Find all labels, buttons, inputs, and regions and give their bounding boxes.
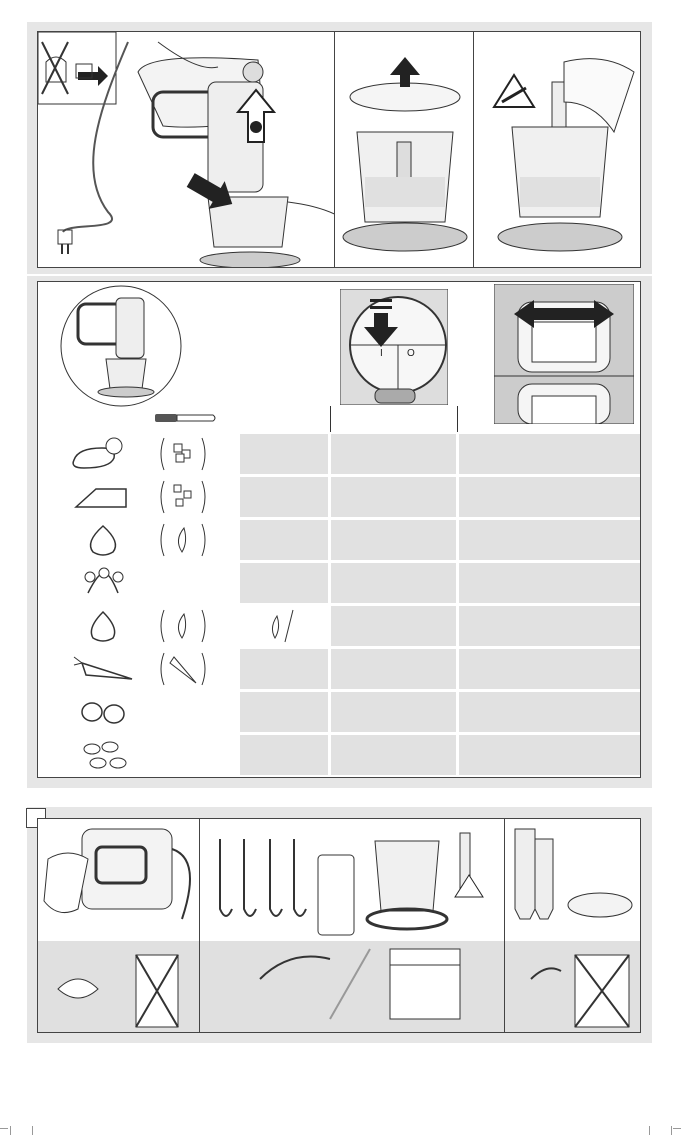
crop-mark xyxy=(671,1126,672,1135)
switch-on-label: I xyxy=(380,348,383,359)
table-row-parsley xyxy=(38,563,638,603)
crop-mark xyxy=(32,1126,33,1135)
figure-remove-lid xyxy=(335,32,474,267)
section-2-table xyxy=(37,281,641,778)
table-row-nuts xyxy=(38,692,638,732)
clean-dishwasher-panel xyxy=(200,819,505,1032)
header-separator xyxy=(330,406,331,432)
cheese-icon xyxy=(68,477,138,517)
table-row-almonds xyxy=(38,735,638,775)
header-separator xyxy=(457,406,458,432)
clean-motor-panel xyxy=(38,819,200,1032)
parsley-icon xyxy=(68,563,138,603)
crop-mark xyxy=(649,1126,650,1135)
onion-icon xyxy=(68,520,138,560)
cheese-cut-icon xyxy=(158,477,208,517)
speed-dial-illustration xyxy=(494,284,634,424)
figure-unplug-remove-chopper xyxy=(38,32,335,267)
table-row-meat xyxy=(38,434,638,474)
table-row-garlic xyxy=(38,606,638,646)
carrot-icon xyxy=(68,649,138,689)
meat-cut-icon xyxy=(158,434,208,474)
figure-remove-blade xyxy=(474,32,640,267)
walnut-icon xyxy=(68,692,138,732)
crop-mark xyxy=(0,1128,8,1129)
section-1-figures xyxy=(37,31,641,268)
onion-cut-icon xyxy=(158,520,208,560)
crop-mark xyxy=(10,1126,11,1135)
garlic-cut-icon xyxy=(158,606,208,646)
knife-icon xyxy=(155,412,217,424)
almond-icon xyxy=(68,735,138,775)
section-3-cleaning xyxy=(37,818,641,1033)
table-row-onion xyxy=(38,520,638,560)
garlic-clove-slash-icon xyxy=(263,606,313,646)
chopper-assembled-illustration xyxy=(46,284,216,414)
garlic-icon xyxy=(68,606,138,646)
table-row-carrot xyxy=(38,649,638,689)
carrot-cut-icon xyxy=(158,649,208,689)
crop-mark xyxy=(673,1128,681,1129)
table-row-cheese xyxy=(38,477,638,517)
on-off-switch-illustration xyxy=(340,289,448,405)
switch-off-label: O xyxy=(407,348,415,359)
food-table xyxy=(38,434,640,779)
clean-blender-parts-panel xyxy=(505,819,640,1032)
meat-icon xyxy=(68,434,138,474)
